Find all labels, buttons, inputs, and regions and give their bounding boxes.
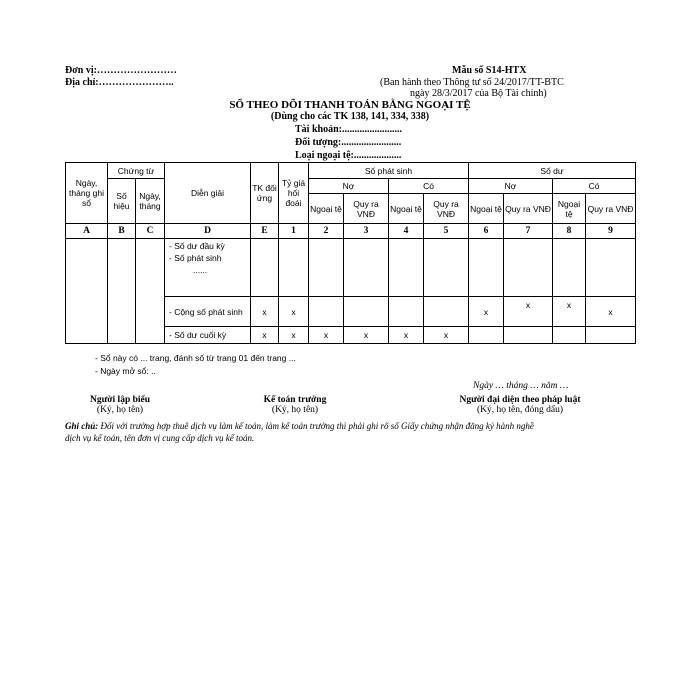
- column-letter: A: [66, 224, 108, 239]
- mark-x: x: [389, 327, 424, 344]
- header-voucher: Chứng từ: [108, 163, 165, 179]
- note-pages: - Sổ này có ... trang, đánh số từ trang 01 đến trang ...: [95, 353, 296, 363]
- header-balance-credit: Có: [553, 179, 636, 194]
- column-letter: 4: [389, 224, 424, 239]
- column-letter: 8: [553, 224, 586, 239]
- table-cell: [586, 327, 636, 344]
- signature-preparer: [55, 395, 185, 415]
- footnote-label: Ghi chú:: [65, 421, 99, 431]
- header-balance-debit: Nợ: [469, 179, 553, 194]
- column-letter: E: [251, 224, 279, 239]
- column-letter: 5: [424, 224, 469, 239]
- header-voucher-date: Ngày, tháng: [136, 179, 165, 224]
- signature-title: Kế toán trưởng: [263, 395, 327, 405]
- form-code: Mẫu số S14-HTX: [452, 65, 527, 76]
- header-vnd: Quy ra VNĐ: [424, 194, 469, 224]
- header-foreign: Ngoại tệ: [469, 194, 504, 224]
- row-closing-balance: - Số dư cuối kỳ: [165, 327, 251, 344]
- signature-note: (Ký, họ tên, đóng dấu): [476, 405, 563, 415]
- signature-note: (Ký, họ tên): [96, 405, 144, 415]
- table-cell: [553, 239, 586, 297]
- column-letter: B: [108, 224, 136, 239]
- header-voucher-no: Số hiệu: [108, 179, 136, 224]
- table-cell: [344, 297, 389, 327]
- header-vnd: Quy ra VNĐ: [504, 194, 553, 224]
- table-cell: [279, 239, 309, 297]
- table-cell: [108, 239, 136, 344]
- signature-title: Người lập biểu: [89, 395, 151, 405]
- header-arising-debit: Nợ: [309, 179, 389, 194]
- header-contra-account: TK đối ứng: [251, 163, 279, 224]
- header-balance: Số dư: [469, 163, 636, 179]
- row-arising: - Số phát sinh: [169, 253, 222, 263]
- footnote-text: Đối với trường hợp thuê dịch vụ làm kế toán, làm kế toán trưởng thì phải ghi rõ số Giấy chứng nhận đăng ký hành nghề: [98, 421, 534, 431]
- mark-x: x: [279, 327, 309, 344]
- table-cell: [424, 239, 469, 297]
- column-letter: 3: [344, 224, 389, 239]
- row-opening-balance: - Số dư đầu kỳ: [169, 241, 225, 251]
- unit-label: Đơn vị:……………………: [65, 65, 177, 76]
- table-cell: [251, 239, 279, 297]
- mark-x: x: [424, 327, 469, 344]
- mark-x: x: [344, 327, 389, 344]
- note-open-date: - Ngày mở sổ: ..: [95, 366, 156, 376]
- table-cell: [424, 297, 469, 327]
- mark-x: x: [279, 297, 309, 327]
- table-cell: [309, 239, 344, 297]
- object-label: Đối tượng:........................: [295, 137, 402, 148]
- header-vnd: Quy ra VNĐ: [344, 194, 389, 224]
- date-line: Ngày … tháng … năm …: [473, 381, 569, 391]
- column-letter: C: [136, 224, 165, 239]
- header-foreign: Ngoại tệ: [389, 194, 424, 224]
- header-arising-credit: Có: [389, 179, 469, 194]
- table-cell: [136, 239, 165, 344]
- mark-x: x: [553, 297, 586, 327]
- mark-x: x: [251, 297, 279, 327]
- row-ellipsis: ......: [193, 265, 208, 275]
- footnote: [65, 421, 534, 431]
- table-cell: [586, 239, 636, 297]
- header-date: Ngày, tháng ghi sổ: [66, 163, 108, 224]
- header-foreign: Ngoại tệ: [309, 194, 344, 224]
- signature-title: Người đại diện theo pháp luật: [459, 395, 581, 405]
- table-cell: [469, 327, 504, 344]
- page-subtitle: (Dùng cho các TK 138, 141, 334, 338): [270, 111, 430, 122]
- column-letter: 6: [469, 224, 504, 239]
- column-letter: 1: [279, 224, 309, 239]
- header-arising: Số phát sinh: [309, 163, 469, 179]
- mark-x: x: [251, 327, 279, 344]
- mark-x: x: [586, 297, 636, 327]
- column-letter: 7: [504, 224, 553, 239]
- page-title: SỔ THEO DÕI THANH TOÁN BẰNG NGOẠI TỆ: [229, 99, 471, 111]
- header-foreign: Ngoại tệ: [553, 194, 586, 224]
- column-letter: 2: [309, 224, 344, 239]
- mark-x: x: [309, 327, 344, 344]
- footnote-text-line2: dịch vụ kế toán, tên đơn vị cung cấp dịch vụ kế toán.: [65, 433, 255, 443]
- table-cell: [389, 239, 424, 297]
- mark-x: x: [504, 297, 553, 327]
- table-cell: [504, 327, 553, 344]
- mark-x: x: [469, 297, 504, 327]
- column-letter: 9: [586, 224, 636, 239]
- header-vnd: Quy ra VNĐ: [586, 194, 636, 224]
- signature-note: (Ký, họ tên): [271, 405, 319, 415]
- signature-chief-accountant: [230, 395, 360, 415]
- address-label: Địa chỉ:…………………..: [65, 77, 174, 88]
- table-cell: [309, 297, 344, 327]
- column-letter: D: [165, 224, 251, 239]
- table-cell: [553, 327, 586, 344]
- signature-legal-representative: [440, 395, 600, 415]
- table-cell: [66, 239, 108, 344]
- row-total-arising: - Cộng số phát sinh: [165, 297, 251, 327]
- currency-label: Loại ngoại tệ:...................: [295, 150, 402, 161]
- description-cell: [165, 239, 251, 297]
- table-cell: [344, 239, 389, 297]
- header-description: Diễn giải: [165, 163, 251, 224]
- account-label: Tài khoản:........................: [295, 124, 402, 135]
- ledger-table: [65, 162, 636, 344]
- issued-by-line2: ngày 28/3/2017 của Bộ Tài chính): [410, 88, 547, 99]
- header-exchange-rate: Tỷ giá hối đoái: [279, 163, 309, 224]
- table-cell: [389, 297, 424, 327]
- table-cell: [469, 239, 504, 297]
- table-cell: [504, 239, 553, 297]
- issued-by-line1: (Ban hành theo Thông tư số 24/2017/TT-BTC: [380, 77, 564, 88]
